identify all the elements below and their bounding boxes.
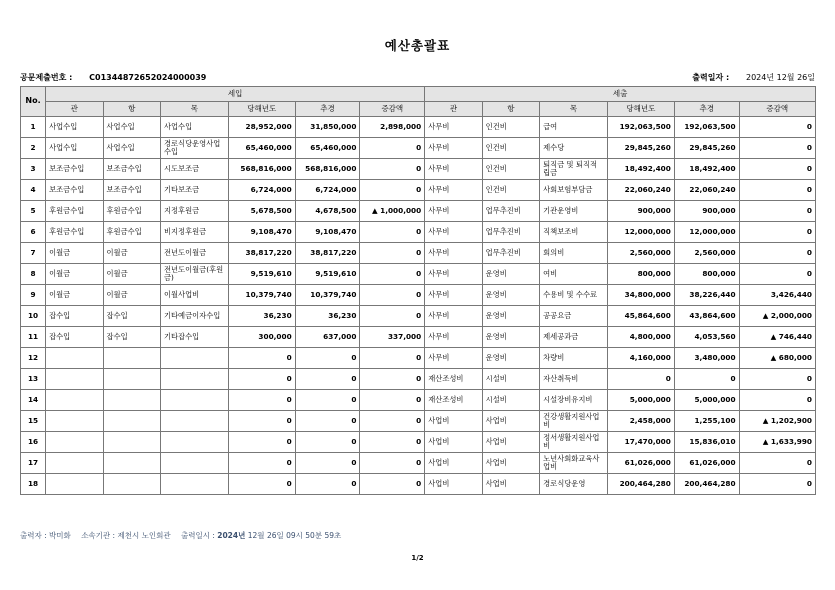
- income-change-cell: 0: [360, 474, 425, 495]
- expense-hang-cell: 운영비: [482, 306, 539, 327]
- income-mok-cell: [160, 369, 228, 390]
- income-hang-cell: [103, 369, 160, 390]
- income-revised-cell: 38,817,220: [295, 243, 360, 264]
- expense-change-cell: 3,426,440: [739, 285, 815, 306]
- expense-current-cell: 5,000,000: [607, 390, 674, 411]
- income-revised-cell: 0: [295, 348, 360, 369]
- expense-revised-cell: 38,226,440: [674, 285, 739, 306]
- income-col-hang: 항: [103, 102, 160, 117]
- expense-revised-cell: 22,060,240: [674, 180, 739, 201]
- income-current-cell: 0: [228, 453, 295, 474]
- income-mok-cell: 전년도이월금(후원금): [160, 264, 228, 285]
- income-change-cell: 0: [360, 411, 425, 432]
- table-row: [21, 285, 816, 306]
- expense-change-cell: 0: [739, 180, 815, 201]
- table-row: [21, 390, 816, 411]
- table-row: [21, 180, 816, 201]
- expense-gwan-cell: 사무비: [425, 138, 482, 159]
- income-revised-cell: 9,519,610: [295, 264, 360, 285]
- expense-hang-cell: 사업비: [482, 411, 539, 432]
- income-hang-cell: [103, 348, 160, 369]
- row-number: 7: [21, 243, 46, 264]
- expense-hang-cell: 사업비: [482, 432, 539, 453]
- income-gwan-cell: [46, 432, 103, 453]
- income-current-cell: 0: [228, 432, 295, 453]
- income-change-cell: 0: [360, 390, 425, 411]
- expense-revised-cell: 200,464,280: [674, 474, 739, 495]
- expense-col-mok: 목: [540, 102, 608, 117]
- expense-revised-cell: 18,492,400: [674, 159, 739, 180]
- income-gwan-cell: 보조금수입: [46, 180, 103, 201]
- expense-current-cell: 900,000: [607, 201, 674, 222]
- income-revised-cell: 0: [295, 432, 360, 453]
- table-row: [21, 306, 816, 327]
- row-number: 17: [21, 453, 46, 474]
- income-hang-cell: 사업수입: [103, 117, 160, 138]
- row-number: 10: [21, 306, 46, 327]
- income-gwan-cell: 후원금수입: [46, 201, 103, 222]
- income-mok-cell: [160, 474, 228, 495]
- income-revised-cell: 0: [295, 453, 360, 474]
- expense-current-cell: 4,800,000: [607, 327, 674, 348]
- expense-mok-cell: 퇴직금 및 퇴직적립금: [540, 159, 608, 180]
- expense-current-cell: 200,464,280: [607, 474, 674, 495]
- expense-mok-cell: 제수당: [540, 138, 608, 159]
- income-change-cell: 0: [360, 264, 425, 285]
- income-revised-cell: 10,379,740: [295, 285, 360, 306]
- income-gwan-cell: 이월금: [46, 285, 103, 306]
- expense-revised-cell: 5,000,000: [674, 390, 739, 411]
- income-gwan-cell: [46, 411, 103, 432]
- income-mok-cell: [160, 348, 228, 369]
- expense-mok-cell: 기관운영비: [540, 201, 608, 222]
- expense-gwan-cell: 사무비: [425, 222, 482, 243]
- expense-current-cell: 22,060,240: [607, 180, 674, 201]
- org-value: 제천시 노인회관: [117, 531, 171, 540]
- income-hang-cell: 후원금수입: [103, 222, 160, 243]
- expense-gwan-cell: 사무비: [425, 285, 482, 306]
- expense-gwan-cell: 사무비: [425, 180, 482, 201]
- expense-mok-cell: 사회보험부담금: [540, 180, 608, 201]
- expense-hang-cell: 인건비: [482, 138, 539, 159]
- expense-change-cell: 0: [739, 453, 815, 474]
- table-row: [21, 453, 816, 474]
- expense-revised-cell: 192,063,500: [674, 117, 739, 138]
- income-current-cell: 568,816,000: [228, 159, 295, 180]
- income-gwan-cell: 사업수입: [46, 138, 103, 159]
- income-hang-cell: 보조금수입: [103, 159, 160, 180]
- expense-change-cell: 0: [739, 201, 815, 222]
- income-revised-cell: 4,678,500: [295, 201, 360, 222]
- income-current-cell: 0: [228, 369, 295, 390]
- income-mok-cell: 이월사업비: [160, 285, 228, 306]
- income-revised-cell: 31,850,000: [295, 117, 360, 138]
- income-hang-cell: 잡수입: [103, 306, 160, 327]
- income-hang-cell: [103, 411, 160, 432]
- expense-mok-cell: 노년사회화교육사업비: [540, 453, 608, 474]
- expense-change-cell: ▲ 1,633,990: [739, 432, 815, 453]
- row-number: 13: [21, 369, 46, 390]
- doc-number-value: C01344872652024000039: [89, 73, 207, 82]
- income-gwan-cell: 잡수입: [46, 327, 103, 348]
- income-revised-cell: 6,724,000: [295, 180, 360, 201]
- expense-gwan-cell: 사무비: [425, 243, 482, 264]
- expense-hang-cell: 시설비: [482, 369, 539, 390]
- budget-table: [20, 86, 816, 495]
- expense-mok-cell: 건강생활지원사업비: [540, 411, 608, 432]
- income-gwan-cell: [46, 348, 103, 369]
- expense-hang-cell: 업무추진비: [482, 222, 539, 243]
- income-revised-cell: 0: [295, 474, 360, 495]
- income-current-cell: 0: [228, 411, 295, 432]
- expense-revised-cell: 61,026,000: [674, 453, 739, 474]
- income-hang-cell: 이월금: [103, 243, 160, 264]
- doc-number-label: 공문제출번호 :: [20, 73, 73, 82]
- income-current-cell: 0: [228, 348, 295, 369]
- income-hang-cell: 보조금수입: [103, 180, 160, 201]
- row-number: 6: [21, 222, 46, 243]
- income-current-cell: 6,724,000: [228, 180, 295, 201]
- expense-change-cell: 0: [739, 159, 815, 180]
- row-number: 9: [21, 285, 46, 306]
- income-mok-cell: 전년도이월금: [160, 243, 228, 264]
- income-gwan-cell: 후원금수입: [46, 222, 103, 243]
- table-row: [21, 138, 816, 159]
- expense-hang-cell: 인건비: [482, 180, 539, 201]
- expense-mok-cell: 여비: [540, 264, 608, 285]
- expense-change-cell: ▲ 746,440: [739, 327, 815, 348]
- income-revised-cell: 9,108,470: [295, 222, 360, 243]
- expense-current-cell: 2,560,000: [607, 243, 674, 264]
- expense-revised-cell: 800,000: [674, 264, 739, 285]
- income-gwan-cell: [46, 453, 103, 474]
- expense-revised-cell: 4,053,560: [674, 327, 739, 348]
- income-change-cell: 0: [360, 432, 425, 453]
- header-row-group: [21, 87, 816, 102]
- income-mok-cell: 기타보조금: [160, 180, 228, 201]
- income-gwan-cell: 잡수입: [46, 306, 103, 327]
- expense-col-revised: 추경: [674, 102, 739, 117]
- expense-gwan-cell: 사업비: [425, 453, 482, 474]
- expense-current-cell: 29,845,260: [607, 138, 674, 159]
- expense-gwan-cell: 사업비: [425, 474, 482, 495]
- income-mok-cell: 비지정후원금: [160, 222, 228, 243]
- expense-change-cell: 0: [739, 264, 815, 285]
- income-mok-cell: 사업수입: [160, 117, 228, 138]
- income-revised-cell: 36,230: [295, 306, 360, 327]
- expense-gwan-cell: 재산조성비: [425, 390, 482, 411]
- expense-current-cell: 4,160,000: [607, 348, 674, 369]
- expense-hang-cell: 인건비: [482, 159, 539, 180]
- expense-current-cell: 12,000,000: [607, 222, 674, 243]
- expense-gwan-cell: 사무비: [425, 264, 482, 285]
- expense-revised-cell: 15,836,010: [674, 432, 739, 453]
- expense-mok-cell: 시설장비유지비: [540, 390, 608, 411]
- table-row: [21, 117, 816, 138]
- page-indicator: 1/2: [411, 554, 424, 562]
- income-current-cell: 0: [228, 390, 295, 411]
- row-number: 14: [21, 390, 46, 411]
- table-row: [21, 411, 816, 432]
- expense-revised-cell: 12,000,000: [674, 222, 739, 243]
- expense-current-cell: 18,492,400: [607, 159, 674, 180]
- income-col-change: 증감액: [360, 102, 425, 117]
- expense-revised-cell: 1,255,100: [674, 411, 739, 432]
- expense-gwan-cell: 사업비: [425, 432, 482, 453]
- expense-hang-cell: 사업비: [482, 474, 539, 495]
- table-row: [21, 264, 816, 285]
- income-revised-cell: 65,460,000: [295, 138, 360, 159]
- income-revised-cell: 0: [295, 390, 360, 411]
- expense-col-current: 당해년도: [607, 102, 674, 117]
- expense-mok-cell: 자산취득비: [540, 369, 608, 390]
- print-datetime-year: 2024년: [217, 531, 246, 540]
- expense-mok-cell: 경로식당운영: [540, 474, 608, 495]
- expense-current-cell: 45,864,600: [607, 306, 674, 327]
- expense-change-cell: 0: [739, 369, 815, 390]
- print-date-label: 출력일자 :: [692, 73, 730, 82]
- expense-hang-cell: 업무추진비: [482, 243, 539, 264]
- expense-revised-cell: 2,560,000: [674, 243, 739, 264]
- income-change-cell: 0: [360, 180, 425, 201]
- row-number: 18: [21, 474, 46, 495]
- expense-mok-cell: 수용비 및 수수료: [540, 285, 608, 306]
- income-revised-cell: 568,816,000: [295, 159, 360, 180]
- income-col-revised: 추경: [295, 102, 360, 117]
- income-change-cell: 0: [360, 222, 425, 243]
- income-current-cell: 38,817,220: [228, 243, 295, 264]
- income-gwan-cell: 보조금수입: [46, 159, 103, 180]
- expense-current-cell: 0: [607, 369, 674, 390]
- row-number: 5: [21, 201, 46, 222]
- income-current-cell: 300,000: [228, 327, 295, 348]
- income-change-cell: 0: [360, 243, 425, 264]
- income-gwan-cell: [46, 474, 103, 495]
- table-row: [21, 348, 816, 369]
- income-mok-cell: 경로식당운영사업수입: [160, 138, 228, 159]
- expense-change-cell: 0: [739, 390, 815, 411]
- expense-hang-cell: 인건비: [482, 117, 539, 138]
- expense-hang-cell: 운영비: [482, 264, 539, 285]
- expense-current-cell: 800,000: [607, 264, 674, 285]
- expense-revised-cell: 900,000: [674, 201, 739, 222]
- table-row: [21, 327, 816, 348]
- income-change-cell: 0: [360, 285, 425, 306]
- income-revised-cell: 637,000: [295, 327, 360, 348]
- print-datetime-label: 출력일시 :: [180, 531, 215, 540]
- income-hang-cell: [103, 390, 160, 411]
- income-current-cell: 10,379,740: [228, 285, 295, 306]
- expense-current-cell: 34,800,000: [607, 285, 674, 306]
- income-revised-cell: 0: [295, 369, 360, 390]
- income-change-cell: 0: [360, 453, 425, 474]
- income-current-cell: 0: [228, 474, 295, 495]
- income-change-cell: 0: [360, 159, 425, 180]
- income-gwan-cell: [46, 369, 103, 390]
- row-number: 11: [21, 327, 46, 348]
- income-mok-cell: [160, 432, 228, 453]
- income-hang-cell: 후원금수입: [103, 201, 160, 222]
- expense-mok-cell: 직책보조비: [540, 222, 608, 243]
- income-current-cell: 9,519,610: [228, 264, 295, 285]
- income-mok-cell: [160, 453, 228, 474]
- row-number: 3: [21, 159, 46, 180]
- table-row: [21, 243, 816, 264]
- expense-change-cell: ▲ 680,000: [739, 348, 815, 369]
- table-row: [21, 432, 816, 453]
- print-date-line: [692, 72, 815, 83]
- expense-change-cell: 0: [739, 474, 815, 495]
- income-change-cell: 0: [360, 348, 425, 369]
- income-revised-cell: 0: [295, 411, 360, 432]
- income-mok-cell: 기타예금이자수입: [160, 306, 228, 327]
- table-row: [21, 159, 816, 180]
- table-row: [21, 474, 816, 495]
- row-number: 15: [21, 411, 46, 432]
- table-row: [21, 201, 816, 222]
- income-mok-cell: 기타잡수입: [160, 327, 228, 348]
- expense-col-change: 증감액: [739, 102, 815, 117]
- income-mok-cell: 지정후원금: [160, 201, 228, 222]
- expense-hang-cell: 시설비: [482, 390, 539, 411]
- document-title: 예산총괄표: [384, 38, 451, 53]
- expense-gwan-cell: 사무비: [425, 348, 482, 369]
- print-date-value: 2024년 12월 26일: [746, 73, 815, 82]
- org-label: 소속기관 :: [81, 531, 116, 540]
- expense-revised-cell: 29,845,260: [674, 138, 739, 159]
- expense-change-cell: 0: [739, 222, 815, 243]
- expense-group-header: 세출: [425, 87, 816, 102]
- expense-gwan-cell: 사무비: [425, 306, 482, 327]
- income-change-cell: ▲ 1,000,000: [360, 201, 425, 222]
- income-change-cell: 337,000: [360, 327, 425, 348]
- footer-info: [20, 530, 341, 541]
- income-change-cell: 2,898,000: [360, 117, 425, 138]
- income-hang-cell: [103, 474, 160, 495]
- income-current-cell: 28,952,000: [228, 117, 295, 138]
- expense-col-hang: 항: [482, 102, 539, 117]
- income-hang-cell: 잡수입: [103, 327, 160, 348]
- expense-revised-cell: 43,864,600: [674, 306, 739, 327]
- expense-change-cell: ▲ 1,202,900: [739, 411, 815, 432]
- expense-change-cell: ▲ 2,000,000: [739, 306, 815, 327]
- income-hang-cell: [103, 432, 160, 453]
- income-change-cell: 0: [360, 138, 425, 159]
- header-row-columns: [21, 102, 816, 117]
- expense-mok-cell: 회의비: [540, 243, 608, 264]
- income-gwan-cell: 사업수입: [46, 117, 103, 138]
- income-current-cell: 9,108,470: [228, 222, 295, 243]
- expense-revised-cell: 0: [674, 369, 739, 390]
- expense-current-cell: 17,470,000: [607, 432, 674, 453]
- row-number: 4: [21, 180, 46, 201]
- expense-gwan-cell: 사무비: [425, 327, 482, 348]
- income-change-cell: 0: [360, 306, 425, 327]
- income-hang-cell: 이월금: [103, 285, 160, 306]
- row-number: 1: [21, 117, 46, 138]
- expense-gwan-cell: 사무비: [425, 117, 482, 138]
- expense-hang-cell: 사업비: [482, 453, 539, 474]
- doc-number-line: [20, 72, 206, 83]
- table-body: [21, 117, 816, 495]
- income-change-cell: 0: [360, 369, 425, 390]
- expense-gwan-cell: 사무비: [425, 159, 482, 180]
- expense-mok-cell: 정서생활지원사업비: [540, 432, 608, 453]
- income-col-current: 당해년도: [228, 102, 295, 117]
- income-current-cell: 36,230: [228, 306, 295, 327]
- table-row: [21, 369, 816, 390]
- expense-mok-cell: 차량비: [540, 348, 608, 369]
- income-hang-cell: 이월금: [103, 264, 160, 285]
- expense-hang-cell: 운영비: [482, 285, 539, 306]
- expense-mok-cell: 공공요금: [540, 306, 608, 327]
- expense-change-cell: 0: [739, 243, 815, 264]
- income-col-gwan: 관: [46, 102, 103, 117]
- income-hang-cell: [103, 453, 160, 474]
- expense-change-cell: 0: [739, 117, 815, 138]
- expense-current-cell: 2,458,000: [607, 411, 674, 432]
- expense-hang-cell: 운영비: [482, 327, 539, 348]
- expense-current-cell: 192,063,500: [607, 117, 674, 138]
- income-current-cell: 65,460,000: [228, 138, 295, 159]
- expense-col-gwan: 관: [425, 102, 482, 117]
- expense-current-cell: 61,026,000: [607, 453, 674, 474]
- expense-gwan-cell: 재산조성비: [425, 369, 482, 390]
- income-gwan-cell: 이월금: [46, 243, 103, 264]
- printer-value: 박미화: [49, 531, 71, 540]
- row-number: 8: [21, 264, 46, 285]
- income-mok-cell: [160, 390, 228, 411]
- income-group-header: 세입: [46, 87, 425, 102]
- income-mok-cell: 시도보조금: [160, 159, 228, 180]
- table-row: [21, 222, 816, 243]
- income-col-mok: 목: [160, 102, 228, 117]
- printer-label: 출력자 :: [20, 531, 47, 540]
- expense-hang-cell: 업무추진비: [482, 201, 539, 222]
- expense-hang-cell: 운영비: [482, 348, 539, 369]
- expense-gwan-cell: 사무비: [425, 201, 482, 222]
- col-no: No.: [21, 87, 46, 117]
- print-datetime-rest: 12월 26일 09시 50분 59초: [247, 531, 342, 540]
- income-current-cell: 5,678,500: [228, 201, 295, 222]
- expense-mok-cell: 급여: [540, 117, 608, 138]
- income-hang-cell: 사업수입: [103, 138, 160, 159]
- expense-mok-cell: 제세공과금: [540, 327, 608, 348]
- income-gwan-cell: [46, 390, 103, 411]
- row-number: 12: [21, 348, 46, 369]
- expense-change-cell: 0: [739, 138, 815, 159]
- expense-gwan-cell: 사업비: [425, 411, 482, 432]
- row-number: 2: [21, 138, 46, 159]
- income-gwan-cell: 이월금: [46, 264, 103, 285]
- income-mok-cell: [160, 411, 228, 432]
- expense-revised-cell: 3,480,000: [674, 348, 739, 369]
- row-number: 16: [21, 432, 46, 453]
